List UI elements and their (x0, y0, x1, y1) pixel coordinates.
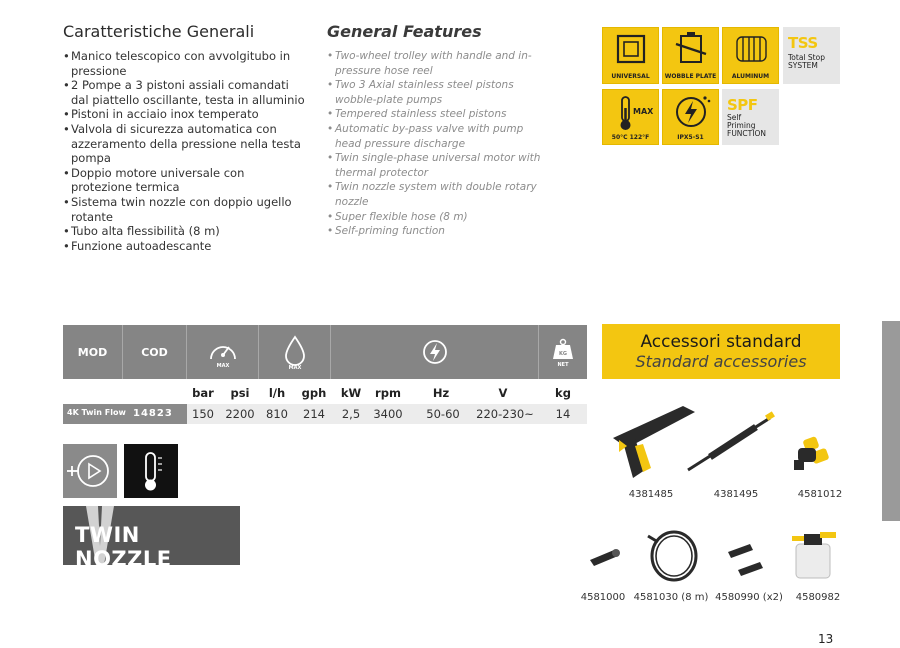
accessory-code: 4580990 (x2) (715, 592, 783, 603)
wobble-plate-icon (663, 28, 720, 72)
twin-nozzle-banner (63, 506, 240, 571)
aluminum-label: ALUMINUM (731, 73, 770, 80)
list-item: • Twin nozzle system with double rotary nozzle (327, 180, 542, 209)
tss-badge (783, 27, 840, 84)
unit-v: V (498, 386, 508, 400)
unit-hz: Hz (432, 386, 450, 400)
model-code: 14823 (133, 408, 173, 419)
tss-logo-text: TSS (788, 34, 818, 52)
foam-bottle-image (790, 528, 840, 580)
accessory-code: 4581000 (580, 592, 626, 603)
table-row (63, 404, 587, 424)
hose-image (640, 526, 706, 588)
accessory-code: 4381485 (628, 489, 674, 500)
spf-line2: Priming (727, 121, 756, 130)
nozzle-image (584, 536, 624, 576)
list-item: • Tempered stainless steel pistons (327, 107, 542, 122)
list-item: • Tubo alta flessibilità (8 m) (63, 224, 308, 239)
flow-header (259, 325, 331, 379)
max-temp-badge (602, 89, 659, 145)
model-name: 4K Twin Flow (67, 408, 126, 417)
accessories-header (602, 324, 840, 379)
list-item: • Pistoni in acciaio inox temperato (63, 107, 308, 122)
features-en-title: General Features (327, 22, 482, 41)
max-label: MAX (633, 107, 654, 116)
accessories-subtitle: Standard accessories (635, 352, 807, 371)
value-hz: 50-60 (426, 407, 460, 421)
list-item: • Twin single-phase universal motor with thermal protector (327, 151, 542, 180)
spf-badge (722, 89, 779, 145)
unit-lh: l/h (268, 386, 286, 400)
electric-icon (420, 337, 450, 367)
list-item: • Funzione autoadescante (63, 239, 308, 254)
accessory-code: 4581030 (8 m) (633, 592, 709, 603)
list-item: • Self-priming function (327, 224, 542, 239)
aluminum-badge (722, 27, 779, 84)
svg-text:MAX: MAX (216, 363, 229, 369)
universal-motor-icon (603, 28, 660, 72)
wobble-plate-label: WOBBLE PLATE (664, 73, 717, 80)
tss-line1: Total Stop (788, 53, 825, 62)
spec-table-header (63, 325, 587, 379)
accessory-code: 4381495 (713, 489, 759, 500)
pressure-gauge-icon (206, 335, 240, 369)
reel-badge (63, 444, 117, 498)
weight-net-small: NET (557, 362, 569, 367)
features-it-title: Caratteristiche Generali (63, 22, 255, 41)
spf-line3: FUNCTION (727, 129, 766, 138)
list-item: • Automatic by-pass valve with pump head pressure discharge (327, 122, 542, 151)
pressure-header (187, 325, 259, 379)
mod-header: MOD (63, 325, 123, 379)
value-bar: 150 (192, 407, 214, 421)
value-kw: 2,5 (341, 407, 361, 421)
ipx-label: IPX5-S1 (677, 134, 704, 141)
weight-header (539, 325, 587, 379)
tss-line2: SYSTEM (788, 61, 818, 70)
hose-reel-icon (63, 444, 117, 498)
unit-bar: bar (192, 386, 214, 400)
wobble-plate-badge (662, 27, 719, 84)
value-psi: 2200 (225, 407, 255, 421)
unit-psi: psi (230, 386, 250, 400)
unit-rpm: rpm (375, 386, 401, 400)
features-en-list (327, 49, 542, 239)
lance-image (684, 410, 779, 476)
temperature-badge (124, 444, 178, 498)
nozzles-pair-image (720, 538, 780, 582)
list-item: • 2 Pompe a 3 pistoni assiali comandati dal piattello oscillante, testa in alluminio (63, 78, 308, 107)
model-cell (63, 404, 187, 424)
value-lh: 810 (266, 407, 288, 421)
units-row (63, 386, 587, 402)
ipx-badge (662, 89, 719, 145)
universal-label: UNIVERSAL (611, 73, 650, 80)
list-item: • Valvola di sicurezza automatica con azzeramento della pressione nella testa pompa (63, 122, 308, 166)
list-item: • Two-wheel trolley with handle and in-pressure hose reel (327, 49, 542, 78)
page-number: 13 (818, 632, 834, 646)
list-item: • Manico telescopico con avvolgitubo in pressione (63, 49, 308, 78)
accessory-code: 4580982 (795, 592, 841, 603)
power-header (331, 325, 539, 379)
list-item: • Super flexible hose (8 m) (327, 210, 542, 225)
value-kg: 14 (555, 407, 571, 421)
value-gph: 214 (303, 407, 325, 421)
weight-kg-small: KG (559, 351, 567, 357)
twin-nozzle-image (790, 430, 840, 475)
spf-line1: Self (727, 113, 742, 122)
water-drop-icon (280, 334, 310, 370)
twin-nozzle-text: TWIN NOZZLE (75, 523, 172, 571)
spf-logo-text: SPF (727, 96, 758, 114)
section-tab (882, 321, 900, 521)
accessories-title: Accessori standard (640, 332, 802, 352)
cod-header: COD (123, 325, 187, 379)
unit-kg: kg (555, 386, 571, 400)
value-rpm: 3400 (373, 407, 403, 421)
unit-kw: kW (340, 386, 362, 400)
universal-badge (602, 27, 659, 84)
thermometer-icon (124, 444, 178, 498)
svg-text:MAX: MAX (288, 365, 301, 370)
value-v: 220-230~ (476, 407, 534, 421)
list-item: • Two 3 Axial stainless steel pistons wobble-plate pumps (327, 78, 542, 107)
unit-gph: gph (301, 386, 327, 400)
electric-protection-icon (663, 90, 720, 134)
accessory-code: 4581012 (797, 489, 843, 500)
temp-label: 50°C 122°F (611, 134, 650, 141)
list-item: • Doppio motore universale con protezione termica (63, 166, 308, 195)
list-item: • Sistema twin nozzle con doppio ugello rotante (63, 195, 308, 224)
weight-icon (551, 337, 575, 367)
features-it-list (63, 49, 308, 253)
aluminum-head-icon (723, 28, 780, 72)
